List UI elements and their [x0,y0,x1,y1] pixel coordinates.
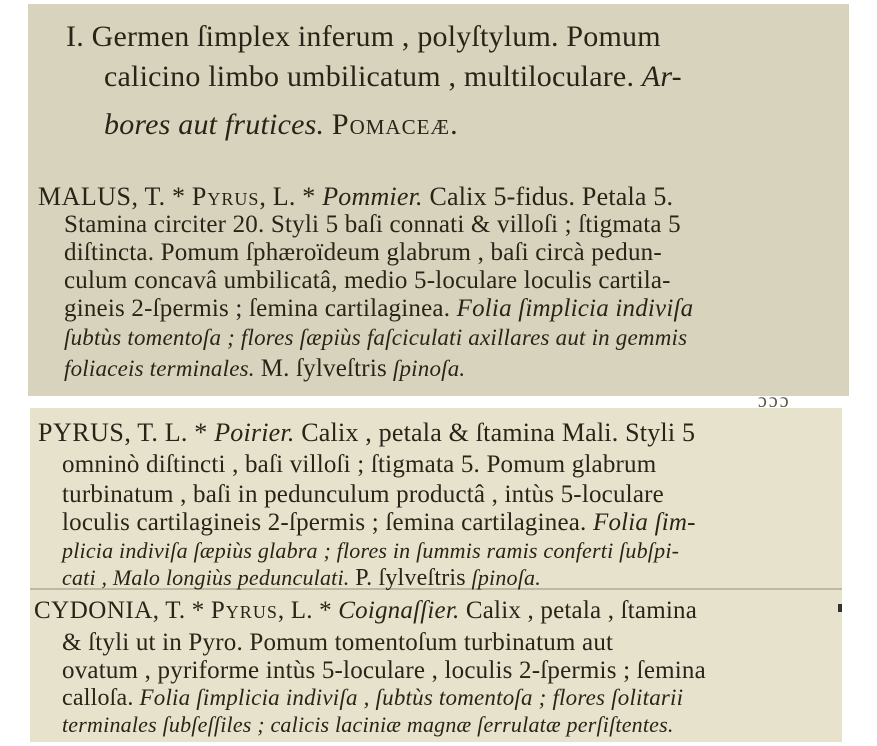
cydonia-italic: terminales ſubſeſſiles ; calicis laciniæ magnæ ſerrulatæ perſiſtentes. [62,712,674,737]
pyrus-line-3 [62,482,664,507]
pyrus-line-4 [62,510,696,535]
malus-line-2 [64,212,681,237]
malus-line-5 [64,296,693,321]
malus-text: culum concavâ umbilicatâ, medio 5-loculare loculis cartila- [64,267,671,294]
pyrus-text: Calix , petala & ſtamina Mali. Styli 5 [301,418,696,447]
family-name-pomaceae: Pomaceæ. [331,108,459,141]
separator-marks: ɔɔɔ [758,390,791,412]
pyrus-common-name: Poirier. [214,418,295,447]
section-i-italic: Ar- [641,60,682,93]
malus-text: Calix 5-fidus. Petala 5. [429,182,674,211]
pyrus-italic: ſpinoſa. [471,565,541,590]
cydonia-line-2 [62,630,613,655]
pyrus-italic: cati , Malo longiùs pedunculati. [62,565,350,590]
cydonia-text: Calix , petala , ſtamina [465,597,698,624]
malus-synonym: Pyrus [191,182,260,211]
cydonia-text: , T. * [152,597,205,624]
malus-italic: ſpinoſa. [392,356,466,381]
genus-name-malus: MALUS [38,182,132,211]
pyrus-line-5 [62,540,679,562]
cydonia-text: & ſtyli ut in Pyro. Pomum tomentoſum turbinatum aut [62,629,614,656]
pyrus-text: omninò diſtincti , baſi villoſi ; ſtigmata 5. Pomum glabrum [62,451,657,478]
pyrus-line-2 [62,452,656,477]
cydonia-line-3 [62,658,706,683]
genus-name-cydonia: CYDONIA [34,597,153,624]
pyrus-line-1 [38,420,695,446]
section-i-italic: bores aut frutices. [104,108,325,141]
cydonia-line-4 [62,686,683,710]
cydonia-synonym: Pyrus [210,597,278,624]
cydonia-text: , L. * [277,597,332,624]
pyrus-text: P. ſylveſtris [355,565,466,591]
section-i-text: I. Germen ſimplex inferum , polyſtylum. Pomum [66,20,661,53]
malus-line-7 [64,356,465,381]
genus-name-pyrus: PYRUS [38,418,125,447]
cydonia-italic: Folia ſimplicia indiviſa , ſubtùs tomentoſa ; flores ſolitarii [139,685,684,710]
cydonia-line-5 [62,714,674,736]
section-i-line-3 [104,110,459,140]
cydonia-text: calloſa. [62,685,134,711]
pyrus-italic: plicia indiviſa ſæpiùs glabra ; flores in ſummis ramis conferti ſubſpi- [62,538,680,563]
pyrus-text: loculis cartilagineis 2-ſpermis ; ſemina cartilaginea. [62,509,587,536]
malus-text: , L. * [259,182,316,211]
pyrus-text: turbinatum , baſi in pedunculum productâ , intùs 5-loculare [62,481,664,508]
pyrus-line-6 [62,566,541,590]
malus-text: diſtincta. Pomum ſphæroïdeum glabrum , baſi circà pedun- [64,239,662,266]
ink-mark [838,604,842,612]
cydonia-common-name: Coignaſſier. [338,597,460,624]
pyrus-text: , T. L. * [124,418,208,447]
malus-italic: ſubtùs tomentoſa ; flores ſæpiùs faſciculati axillares aut in gemmis [64,325,688,350]
malus-line-3 [64,240,662,265]
section-i-text: calicino limbo umbilicatum , multiloculare. [104,60,635,93]
cydonia-line-1 [34,598,697,623]
malus-line-6 [64,326,687,349]
cydonia-text: ovatum , pyriforme intùs 5-loculare , loculis 2-ſpermis ; ſemina [62,657,706,684]
malus-italic: Folia ſimplicia indiviſa [456,295,694,322]
pyrus-italic: Folia ſim- [592,509,696,536]
malus-text: gineis 2-ſpermis ; ſemina cartilaginea. [64,295,451,322]
malus-common-name: Pommier. [322,182,423,211]
malus-text: M. ſylveſtris [260,355,387,382]
malus-line-1 [38,184,673,210]
malus-text: , T. * [131,182,186,211]
malus-line-4 [64,268,671,293]
section-i-line-1 [66,22,661,52]
malus-italic: foliaceis terminales. [64,356,255,381]
section-i-line-2 [104,62,682,92]
malus-text: Stamina circiter 20. Styli 5 baſi connati & villoſi ; ſtigmata 5 [64,211,681,238]
